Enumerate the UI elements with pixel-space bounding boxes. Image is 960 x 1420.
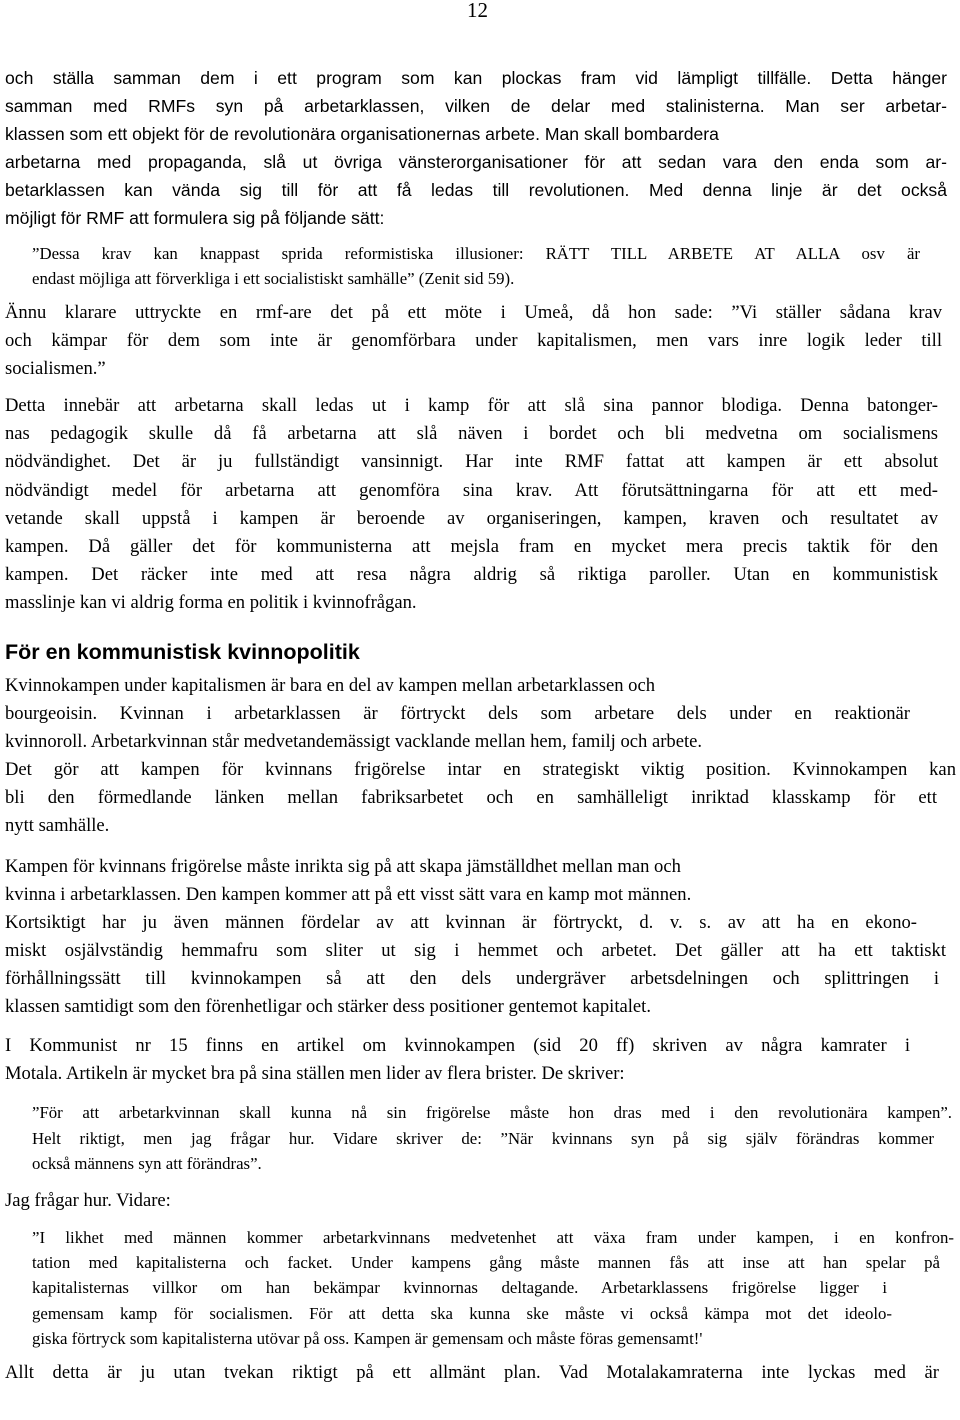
quote-zenit [32, 241, 920, 291]
text-line: klassen samtidigt som den förenhetligar och stärker dess positioner gentemot kapitalet. [5, 996, 651, 1018]
paragraph-jag-fragar [5, 1187, 957, 1215]
text-line: Kortsiktigt har ju även männen fördelar av att kvinnan är förtryckt, d. v. s. av att ha en ekono- [5, 911, 917, 933]
paragraph-kvinnokampen [5, 672, 956, 841]
text-line: kampen. Det räcker inte med att resa några aldrig så riktiga paroller. Utan en kommunistisk [5, 563, 938, 585]
text-line: bourgeoisin. Kvinnan i arbetarklassen är förtryckt dels som arbetare dels under en reaktionär [5, 703, 910, 725]
text-line: Kampen för kvinnans frigörelse måste inrikta sig på att skapa jämställdhet mellan man och [5, 855, 681, 877]
text-line: Allt detta är ju utan tvekan riktigt på ett allmänt plan. Vad Motalakamraterna inte lyckas med är [5, 1362, 939, 1384]
text-line: ”I likhet med männen kommer arbetarkvinnans medvetenhet att växa fram under kampen, i en konfron- [32, 1228, 954, 1248]
text-line: bli den förmedlande länken mellan fabriksarbetet och en samhälleligt inriktad klasskamp för ett [5, 787, 937, 809]
text-line: samman med RMFs syn på arbetarklassen, vilken de delar med stalinisterna. Man ser arbetar- [5, 96, 947, 117]
text-line: nödvändighet. Det är ju fullständigt vansinnigt. Har inte RMF fattat att kampen är ett absolut [5, 451, 938, 473]
text-line: Helt riktigt, men jag frågar hur. Vidare skriver de: ”När kvinnans syn på sig själv förändras kommer [32, 1128, 934, 1148]
text-line: miskt osjälvständig hemmafru som sliter ut sig i hemmet och arbetet. Det gäller att ha ett taktiskt [5, 939, 946, 961]
text-line: möjligt för RMF att formulera sig på följande sätt: [5, 208, 385, 229]
text-line: och ställa samman dem i ett program som kan plockas fram vid lämpligt tillfälle. Detta hänger [5, 68, 947, 88]
text-line: ”För att arbetarkvinnan skall kunna nå sin frigörelse måste hon dras med i den revolutionära kampen”. [32, 1103, 952, 1123]
text-line: endast möjliga att förverkliga i ett socialistiskt samhälle” (Zenit sid 59). [32, 268, 515, 288]
text-line: kapitalisternas villkor om han bekämpar kvinnornas deltagande. Arbetarklassens frigörelse ligger i [32, 1278, 887, 1298]
text-line: arbetarna med propaganda, slå ut övriga vänsterorganisationer för att sedan vara den enda som ar- [5, 152, 947, 173]
text-line: Jag frågar hur. Vidare: [5, 1189, 171, 1211]
text-line: gemensam kamp för socialismen. För att detta ska kunna ske måste vi också kämpa mot det ideolo- [32, 1303, 892, 1323]
text-line: ”Dessa krav kan knappast sprida reformistiska illusioner: RÄTT TILL ARBETE AT ALLA osv är [32, 243, 920, 263]
text-line: kvinna i arbetarklassen. Den kampen kommer att på ett visst sätt vara en kamp mot männen. [5, 883, 692, 905]
quote-motala-2 [32, 1225, 954, 1351]
text-line: nödvändigt medel för arbetarna att genomföra sina krav. Att förutsättningarna för att ett med- [5, 479, 938, 501]
section-heading: För en kommunistisk kvinnopolitik [5, 640, 360, 664]
text-line: Detta innebär att arbetarna skall ledas ut i kamp för att slå sina pannor blodiga. Denna batonger- [5, 395, 938, 417]
text-line: giska förtryck som kapitalisterna utövar på oss. Kampen är gemensam och måste föras gemensamt!' [32, 1328, 703, 1348]
text-line: vetande skall uppstå i kampen är beroende av organiseringen, kampen, kraven och resultatet av [5, 507, 938, 529]
text-line: socialismen.” [5, 358, 106, 380]
text-line: och kämpar för dem som inte är genomförbara under kapitalismen, men vars inre logik leder till [5, 330, 942, 352]
text-line: Motala. Artikeln är mycket bra på sina ställen men lider av flera brister. De skriver: [5, 1063, 625, 1085]
paragraph-batonger [5, 392, 938, 617]
text-line: Ännu klarare uttryckte en rmf-are det på ett möte i Umeå, då hon sade: ”Vi ställer sådana krav [5, 301, 942, 323]
text-line: klassen som ett objekt för de revolutionära organisationernas arbete. Man skall bombardera [5, 124, 719, 145]
paragraph-kommunist-15 [5, 1032, 910, 1088]
paragraph-umea [5, 299, 942, 383]
quote-motala-1 [32, 1100, 952, 1176]
document-body [5, 64, 957, 1387]
text-line: I Kommunist nr 15 finns en artikel om kvinnokampen (sid 20 ff) skriven av några kamrater i [5, 1035, 910, 1057]
text-line: masslinje kan vi aldrig forma en politik i kvinnofrågan. [5, 591, 417, 613]
text-line: kvinnoroll. Arbetarkvinnan står medvetandemässigt vacklande mellan hem, familj och arbete. [5, 731, 703, 753]
text-line: nas pedagogik skulle då få arbetarna att slå näven i bordet och bli medvetna om socialismens [5, 423, 938, 445]
text-line: förhållningssätt till kvinnokampen så att den dels undergräver arbetsdelningen och splittringen i [5, 967, 939, 989]
paragraph-rmf-program [5, 64, 947, 233]
text-line: betarklassen kan vända sig till för att få ledas till revolutionen. Med denna linje är det också [5, 180, 947, 201]
text-line: också männens syn att förändras”. [32, 1153, 262, 1173]
paragraph-allt-detta [5, 1359, 939, 1387]
page-number: 12 [467, 0, 488, 22]
text-line: tation med kapitalisterna och facket. Under kampens gång måste mannen fås att inse att han spelar på [32, 1253, 940, 1273]
text-line: Det gör att kampen för kvinnans frigörelse intar en strategiskt viktig position. Kvinnokampen kan [5, 759, 956, 781]
paragraph-jamstalldhet [5, 853, 946, 1022]
text-line: Kvinnokampen under kapitalismen är bara en del av kampen mellan arbetarklassen och [5, 675, 656, 696]
text-line: nytt samhälle. [5, 815, 110, 837]
text-line: kampen. Då gäller det för kommunisterna att mejsla fram en mycket mera precis taktik för den [5, 535, 938, 557]
